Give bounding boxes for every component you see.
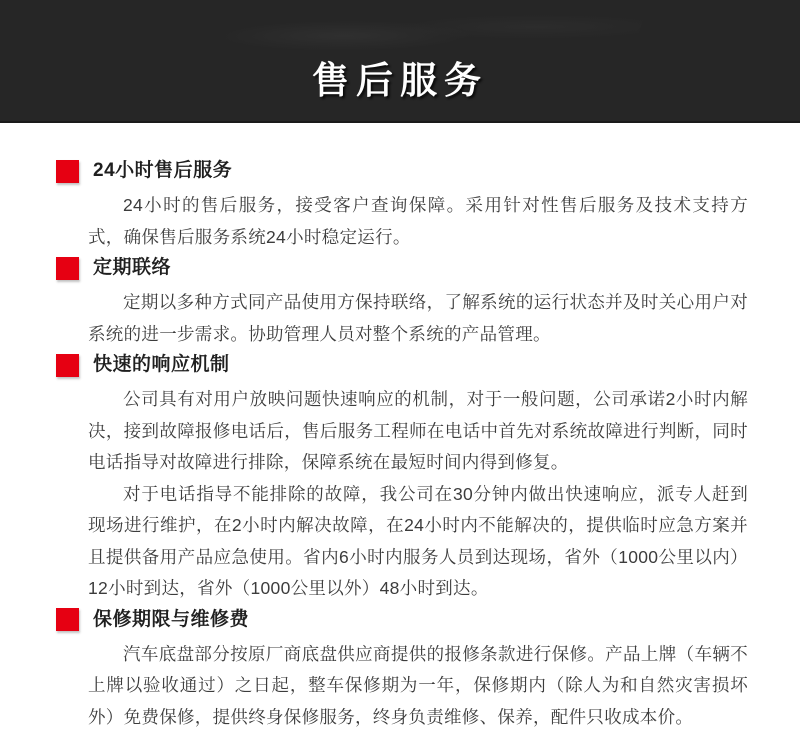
section-heading-row xyxy=(56,607,748,633)
section-paragraph: 汽车底盘部分按原厂商底盘供应商提供的报修条款进行保修。产品上牌（车辆不上牌以验收通过）之日起，整车保修期为一年，保修期内（除人为和自然灾害损坏外）免费保修，提供终身保修服务，终身负责维修、保养，配件只收成本价。 xyxy=(88,643,748,727)
section-title: 快速的响应机制 xyxy=(93,354,230,375)
section-paragraph: 定期以多种方式同产品使用方保持联络，了解系统的运行状态并及时关心用户对系统的进一步需求。协助管理人员对整个系统的产品管理。 xyxy=(88,292,748,344)
section-24h-service xyxy=(0,158,748,253)
page-title: 售后服务 xyxy=(312,60,488,101)
section-title: 24小时售后服务 xyxy=(93,160,233,181)
section-title: 保修期限与维修费 xyxy=(93,608,250,630)
section-heading-row xyxy=(56,352,748,378)
red-square-bullet-icon xyxy=(56,354,79,377)
section-title: 定期联络 xyxy=(93,257,172,278)
section-heading-row xyxy=(56,255,748,281)
section-paragraph: 24小时的售后服务，接受客户查询保障。采用针对性售后服务及技术支持方式，确保售后服务系统24小时稳定运行。 xyxy=(88,195,748,247)
section-regular-contact xyxy=(0,255,748,350)
section-paragraph: 对于电话指导不能排除的故障，我公司在30分钟内做出快速响应，派专人赶到现场进行维护，在2小时内解决故障，在24小时内不能解决的，提供临时应急方案并且提供备用产品应急使用。省内6小时内服务人员到达现场，省外（1000公里以内）12小时到达，省外（1000公里以外）48小时到达。 xyxy=(88,483,748,598)
red-square-bullet-icon xyxy=(56,257,79,280)
red-square-bullet-icon xyxy=(56,608,79,631)
red-square-bullet-icon xyxy=(56,160,79,183)
section-rapid-response xyxy=(0,352,748,605)
section-warranty xyxy=(0,607,748,734)
section-heading-row xyxy=(56,158,748,184)
service-content xyxy=(0,123,800,733)
header-banner xyxy=(0,0,800,123)
section-paragraph: 公司具有对用户放映问题快速响应的机制，对于一般问题，公司承诺2小时内解决，接到故障报修电话后，售后服务工程师在电话中首先对系统故障进行判断，同时电话指导对故障进行排除，保障系统在最短时间内得到修复。 xyxy=(88,389,748,472)
